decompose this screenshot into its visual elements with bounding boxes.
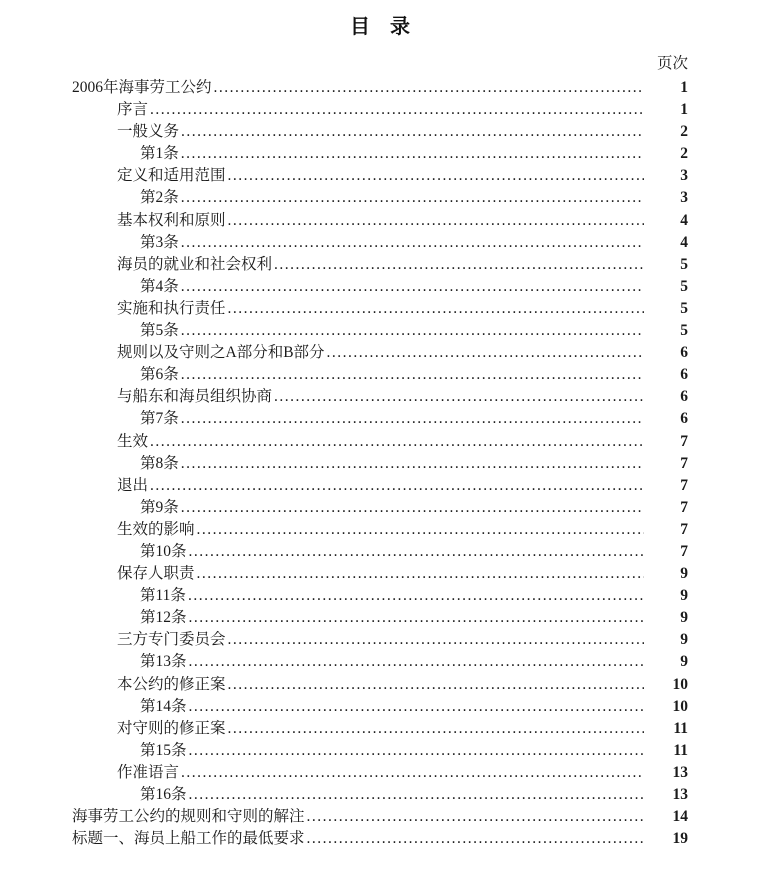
- toc-entry-page-number: 11: [673, 741, 688, 759]
- toc-entry-label: 序言: [117, 101, 149, 119]
- toc-entry-page-number: 7: [680, 432, 688, 450]
- dot-leader: [197, 519, 644, 541]
- toc-entry-label: 第14条: [140, 697, 187, 715]
- toc-entry-label: 第10条: [140, 542, 187, 560]
- toc-entry-page-number: 1: [680, 79, 688, 96]
- toc-entry: [72, 187, 688, 209]
- toc-entry-label: 2006年海事劳工公约: [72, 79, 212, 96]
- toc-entry: [72, 696, 688, 718]
- toc-entry: [72, 585, 688, 607]
- toc-entry-label: 第7条: [140, 410, 179, 428]
- toc-entry-page-number: 5: [680, 255, 688, 273]
- toc-entry-page-number: 9: [680, 587, 688, 605]
- toc-entry-page-number: 7: [680, 476, 688, 494]
- toc-entry: [72, 342, 688, 364]
- dot-leader: [307, 828, 644, 850]
- toc-entry-label: 本公约的修正案: [117, 675, 226, 693]
- toc-entry: [72, 651, 688, 673]
- toc-entry: [72, 386, 688, 408]
- toc-entry: [72, 718, 688, 740]
- toc-entry-page-number: 6: [680, 388, 688, 406]
- toc-entry: [72, 828, 688, 850]
- toc-entry-page-number: 19: [672, 830, 688, 848]
- toc-entry-label: 三方专门委员会: [117, 631, 226, 649]
- toc-entry: [72, 121, 688, 143]
- dot-leader: [214, 77, 644, 99]
- toc-entry-label: 规则以及守则之A部分和B部分: [117, 344, 325, 362]
- toc-entry-label: 实施和执行责任: [117, 299, 226, 317]
- toc-entry-page-number: 6: [680, 366, 688, 384]
- dot-leader: [189, 696, 644, 718]
- toc-entry-label: 对守则的修正案: [117, 719, 226, 737]
- toc-entry-label: 标题一、海员上船工作的最低要求: [72, 830, 305, 848]
- toc-entry-page-number: 6: [680, 410, 688, 428]
- toc-entry-page-number: 5: [680, 322, 688, 340]
- toc-entry-page-number: 1: [680, 101, 688, 119]
- dot-leader: [150, 475, 644, 497]
- toc-entry-page-number: 13: [672, 763, 688, 781]
- dot-leader: [228, 210, 644, 232]
- toc-entry-page-number: 10: [672, 675, 688, 693]
- toc-entry-label: 第4条: [140, 277, 179, 295]
- dot-leader: [181, 497, 644, 519]
- toc-entry-page-number: 11: [673, 719, 688, 737]
- toc-entry: [72, 99, 688, 121]
- toc-entry-page-number: 9: [680, 653, 688, 671]
- toc-entry-page-number: 7: [680, 542, 688, 560]
- dot-leader: [181, 762, 644, 784]
- toc-entry-label: 第13条: [140, 653, 187, 671]
- toc-entry-page-number: 7: [680, 520, 688, 538]
- toc-entry: [72, 784, 688, 806]
- toc-list: [72, 77, 688, 850]
- toc-entry-label: 第6条: [140, 366, 179, 384]
- dot-leader: [228, 674, 644, 696]
- dot-leader: [181, 408, 644, 430]
- toc-entry: [72, 364, 688, 386]
- dot-leader: [197, 563, 644, 585]
- dot-leader: [181, 453, 644, 475]
- toc-entry: [72, 431, 688, 453]
- dot-leader: [188, 585, 644, 607]
- toc-entry-page-number: 9: [680, 609, 688, 627]
- page-number-column-header: 页次: [656, 55, 688, 72]
- dot-leader: [228, 718, 644, 740]
- toc-entry-page-number: 4: [680, 233, 688, 251]
- dot-leader: [181, 364, 644, 386]
- toc-entry: [72, 254, 688, 276]
- dot-leader: [189, 740, 644, 762]
- toc-entry: [72, 541, 688, 563]
- toc-entry-label: 第8条: [140, 454, 179, 472]
- toc-entry-label: 生效的影响: [117, 520, 195, 538]
- toc-entry-label: 退出: [117, 476, 149, 494]
- toc-entry: [72, 740, 688, 762]
- toc-entry-label: 第16条: [140, 786, 187, 803]
- dot-leader: [327, 342, 644, 364]
- toc-entry: [72, 276, 688, 298]
- dot-leader: [150, 431, 644, 453]
- toc-entry-label: 生效: [117, 432, 149, 450]
- toc-entry-page-number: 9: [680, 565, 688, 583]
- dot-leader: [181, 187, 644, 209]
- dot-leader: [228, 165, 644, 187]
- toc-entry-page-number: 9: [680, 631, 688, 649]
- toc-entry-page-number: 2: [680, 145, 688, 163]
- toc-entry: [72, 408, 688, 430]
- toc-entry-page-number: 4: [680, 211, 688, 229]
- toc-entry-page-number: 14: [672, 808, 688, 826]
- toc-entry: [72, 77, 688, 99]
- toc-entry-label: 第2条: [140, 189, 179, 207]
- dot-leader: [189, 607, 644, 629]
- toc-entry-label: 第11条: [140, 587, 186, 605]
- dot-leader: [228, 298, 644, 320]
- toc-entry-page-number: 5: [680, 299, 688, 317]
- toc-entry: [72, 519, 688, 541]
- toc-entry: [72, 453, 688, 475]
- toc-entry-label: 与船东和海员组织协商: [117, 388, 273, 406]
- toc-entry: [72, 210, 688, 232]
- toc-entry-label: 第1条: [140, 145, 179, 163]
- toc-entry-label: 作准语言: [117, 763, 180, 781]
- toc-entry-label: 海员的就业和社会权利: [117, 255, 273, 273]
- dot-leader: [228, 629, 644, 651]
- toc-entry-label: 保存人职责: [117, 565, 195, 583]
- toc-entry-label: 第9条: [140, 498, 179, 516]
- toc-entry: [72, 320, 688, 342]
- dot-leader: [181, 143, 644, 165]
- toc-entry: [72, 674, 688, 696]
- toc-entry: [72, 143, 688, 165]
- toc-entry-page-number: 7: [680, 454, 688, 472]
- toc-entry-page-number: 5: [680, 277, 688, 295]
- dot-leader: [307, 806, 644, 828]
- toc-entry-label: 一般义务: [117, 123, 180, 141]
- toc-entry: [72, 806, 688, 828]
- page-title: 目 录: [350, 16, 410, 38]
- dot-leader: [274, 386, 644, 408]
- dot-leader: [181, 121, 644, 143]
- toc-entry-label: 基本权利和原则: [117, 211, 226, 229]
- toc-entry-page-number: 3: [680, 189, 688, 207]
- toc-entry-label: 第15条: [140, 741, 187, 759]
- dot-leader: [189, 784, 644, 806]
- toc-entry-page-number: 10: [672, 697, 688, 715]
- toc-entry: [72, 563, 688, 585]
- toc-entry-page-number: 7: [680, 498, 688, 516]
- dot-leader: [181, 320, 644, 342]
- toc-entry-label: 第12条: [140, 609, 187, 627]
- dot-leader: [189, 651, 644, 673]
- toc-entry: [72, 298, 688, 320]
- dot-leader: [181, 232, 644, 254]
- toc-entry-page-number: 3: [680, 167, 688, 185]
- dot-leader: [181, 276, 644, 298]
- toc-entry-label: 第5条: [140, 322, 179, 340]
- toc-entry: [72, 629, 688, 651]
- toc-entry-label: 第3条: [140, 233, 179, 251]
- toc-entry-label: 定义和适用范围: [117, 167, 226, 185]
- toc-entry-page-number: 6: [680, 344, 688, 362]
- toc-entry: [72, 497, 688, 519]
- dot-leader: [150, 99, 644, 121]
- dot-leader: [274, 254, 644, 276]
- toc-entry-page-number: 13: [672, 786, 688, 803]
- toc-entry-page-number: 2: [680, 123, 688, 141]
- toc-entry: [72, 762, 688, 784]
- dot-leader: [189, 541, 644, 563]
- toc-entry: [72, 607, 688, 629]
- toc-entry: [72, 165, 688, 187]
- toc-entry: [72, 475, 688, 497]
- toc-entry: [72, 232, 688, 254]
- toc-entry-label: 海事劳工公约的规则和守则的解注: [72, 808, 305, 826]
